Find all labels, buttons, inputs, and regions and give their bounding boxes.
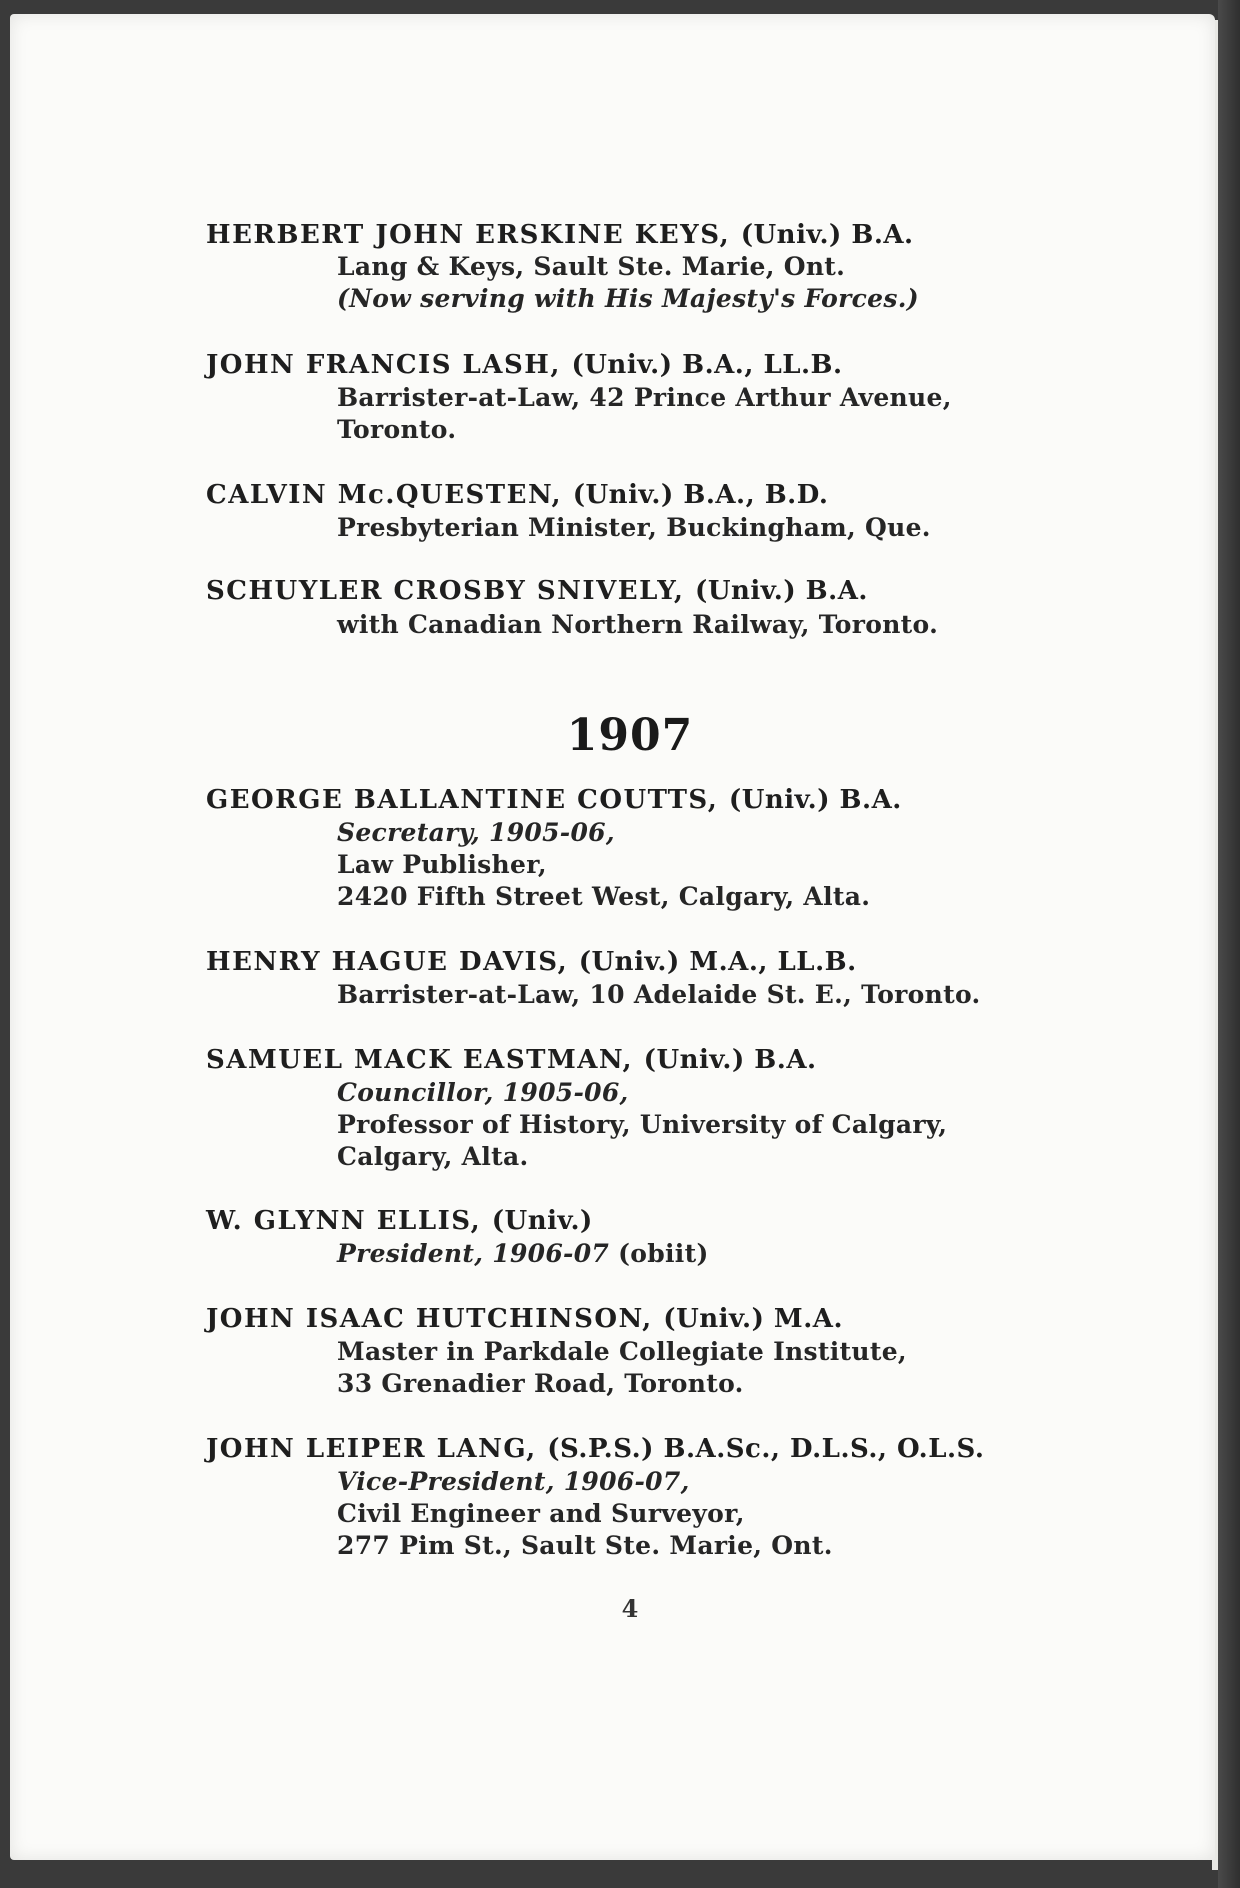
member-detail-line xyxy=(337,1239,709,1269)
member-detail: 33 Grenadier Road, Toronto. xyxy=(337,1369,744,1398)
member-detail: Barrister-at-Law, 10 Adelaide St. E., Toronto. xyxy=(337,980,981,1009)
member-detail-line xyxy=(337,1142,529,1172)
member-detail: Barrister-at-Law, 42 Prince Arthur Avenue, xyxy=(337,383,952,412)
member-name: HERBERT JOHN ERSKINE KEYS, xyxy=(206,220,731,250)
member-degrees: (Univ.) B.A. xyxy=(728,785,902,815)
member-detail-line xyxy=(337,818,615,848)
member-detail-line xyxy=(337,383,952,413)
member-name: JOHN FRANCIS LASH, xyxy=(206,350,561,380)
member-detail-line xyxy=(337,1078,629,1108)
member-note: (obiit) xyxy=(609,1239,709,1268)
member-degrees: (Univ.) M.A. xyxy=(663,1304,843,1334)
member-name: HENRY HAGUE DAVIS, xyxy=(206,947,569,977)
member-detail-line xyxy=(337,513,931,543)
document-page xyxy=(10,14,1215,1860)
member-detail: Civil Engineer and Surveyor, xyxy=(337,1499,745,1528)
member-detail-line xyxy=(337,610,938,640)
member-office: Councillor, 1905-06, xyxy=(337,1078,629,1107)
member-office: Vice-President, 1906-07, xyxy=(337,1467,690,1496)
member-degrees: (Univ.) xyxy=(491,1206,593,1236)
member-detail-line xyxy=(337,882,870,912)
member-office: (Now serving with His Majesty's Forces.) xyxy=(337,284,919,313)
member-detail-line xyxy=(337,1337,907,1367)
member-detail: Professor of History, University of Calgary, xyxy=(337,1110,948,1139)
member-detail: Lang & Keys, Sault Ste. Marie, Ont. xyxy=(337,252,846,281)
member-degrees: (S.P.S.) B.A.Sc., D.L.S., O.L.S. xyxy=(547,1434,985,1464)
member-detail: Master in Parkdale Collegiate Institute, xyxy=(337,1337,907,1366)
member-detail-line xyxy=(337,1110,947,1140)
member-name-line xyxy=(206,1045,817,1075)
member-name: SAMUEL MACK EASTMAN, xyxy=(206,1045,634,1075)
member-name-line xyxy=(206,350,843,380)
member-detail: Law Publisher, xyxy=(337,850,547,879)
member-detail-line xyxy=(337,1467,690,1497)
member-detail-line xyxy=(337,284,919,314)
member-degrees: (Univ.) B.A. xyxy=(643,1045,817,1075)
member-detail: 277 Pim St., Sault Ste. Marie, Ont. xyxy=(337,1531,833,1560)
member-degrees: (Univ.) B.A., B.D. xyxy=(572,480,829,510)
member-office: President, 1906-07 xyxy=(337,1239,610,1268)
year-heading: 1907 xyxy=(566,710,694,761)
member-name: GEORGE BALLANTINE COUTTS, xyxy=(206,785,719,815)
member-detail-line xyxy=(337,1531,833,1561)
member-degrees: (Univ.) B.A. xyxy=(740,220,914,250)
member-name-line xyxy=(206,576,868,606)
member-detail-line xyxy=(337,1369,744,1399)
member-name-line xyxy=(206,1206,593,1236)
member-degrees: (Univ.) M.A., LL.B. xyxy=(578,947,857,977)
member-detail-line xyxy=(337,415,456,445)
member-name-line xyxy=(206,1434,984,1464)
member-detail-line xyxy=(337,252,845,282)
member-name: SCHUYLER CROSBY SNIVELY, xyxy=(206,576,685,606)
page-content xyxy=(10,14,1215,1860)
member-name-line xyxy=(206,480,828,510)
member-detail: Toronto. xyxy=(337,415,457,444)
member-detail: 2420 Fifth Street West, Calgary, Alta. xyxy=(337,882,871,911)
member-name-line xyxy=(206,785,902,815)
member-name: JOHN ISAAC HUTCHINSON, xyxy=(206,1304,653,1334)
member-office: Secretary, 1905-06, xyxy=(337,818,615,847)
member-detail: Presbyterian Minister, Buckingham, Que. xyxy=(337,513,931,542)
member-name: CALVIN Mc.QUESTEN, xyxy=(206,480,563,510)
member-name: JOHN LEIPER LANG, xyxy=(206,1434,537,1464)
page-number: 4 xyxy=(621,1594,639,1623)
member-detail: Calgary, Alta. xyxy=(337,1142,529,1171)
member-detail-line xyxy=(337,1499,745,1529)
member-degrees: (Univ.) B.A. xyxy=(695,576,868,606)
member-detail: with Canadian Northern Railway, Toronto. xyxy=(337,610,939,639)
member-detail-line xyxy=(337,980,981,1010)
member-name-line xyxy=(206,947,857,977)
member-name: W. GLYNN ELLIS, xyxy=(206,1206,482,1236)
member-name-line xyxy=(206,1304,843,1334)
member-detail-line xyxy=(337,850,547,880)
member-name-line xyxy=(206,220,914,250)
member-degrees: (Univ.) B.A., LL.B. xyxy=(571,350,843,380)
